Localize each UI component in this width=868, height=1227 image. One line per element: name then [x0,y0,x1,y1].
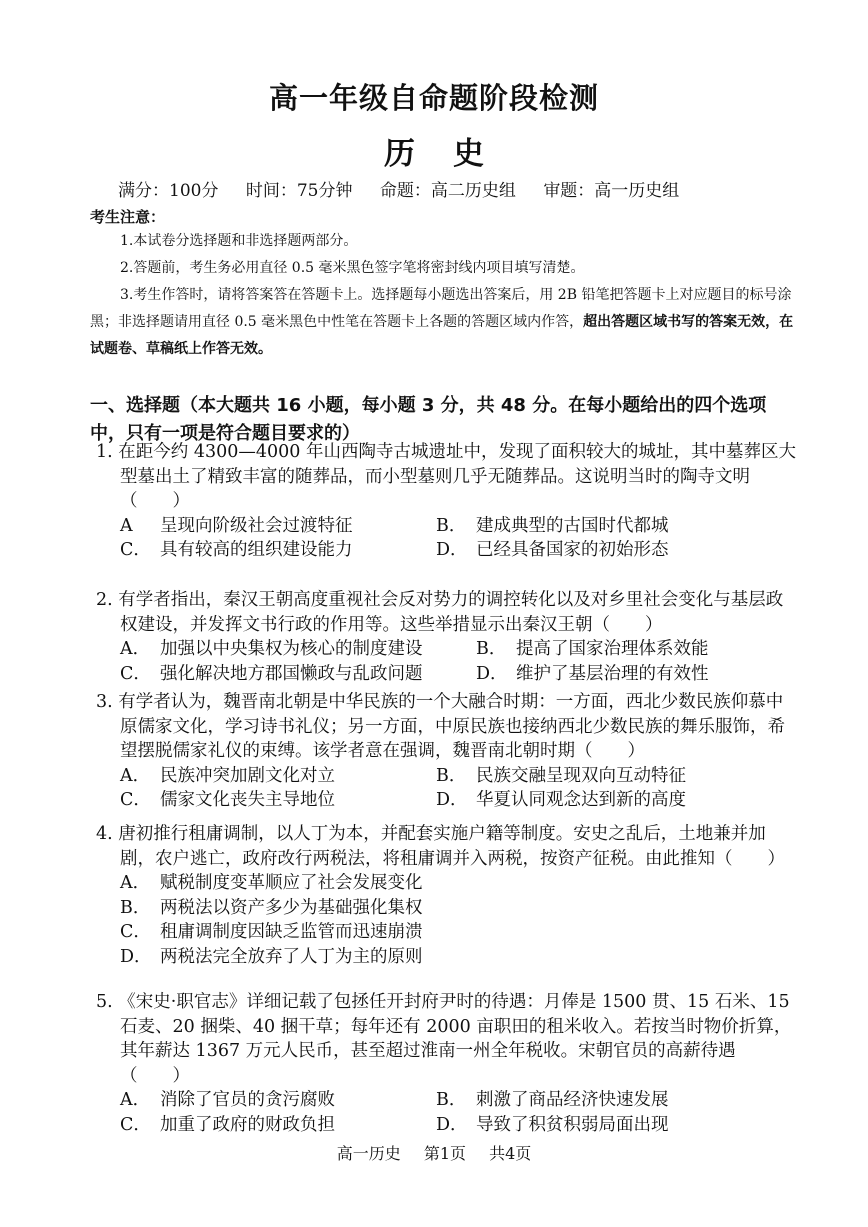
page-footer [0,1141,868,1164]
notice-item: 2.答题前，考生务必用直径 0.5 毫米黑色签字笔将密封线内项目填写清楚。 [120,260,585,276]
option-text: 刺激了商品经济快速发展 [476,1090,669,1110]
exam-title: 高一年级自命题阶段检测 [268,81,599,115]
option-letter: C． [120,663,151,684]
question-text: 有学者认为，魏晋南北朝是中华民族的一个大融合时期：一方面，西北少数民族仰慕中原儒家文化，学习诗书礼仪；另一方面，中原民族也接纳西北少数民族的舞乐服饰，希望摆脱儒家礼仪的束缚。该学者意在强调，魏晋南北朝时期（ ） [118,692,785,761]
meta-author: 命题：高二历史组 [379,181,516,201]
question-text: 有学者指出，秦汉王朝高度重视社会反对势力的调控转化以及对乡里社会变化与基层政权建设，并发挥文书行政的作用等。这些举措显示出秦汉王朝（ ） [118,590,784,635]
footer-total: 共4页 [489,1144,532,1163]
option-a[interactable] [120,637,476,662]
option-text: 加强以中央集权为核心的制度建设 [160,639,423,659]
option-letter: A [120,515,133,536]
question-4 [96,822,796,969]
question-number: 5. [96,992,113,1012]
option-b[interactable] [436,514,669,539]
option-list [96,637,796,686]
option-d[interactable] [476,662,709,687]
option-a[interactable] [120,871,423,896]
footer-page: 第1页 [423,1144,466,1163]
option-text: 赋税制度变革顺应了社会发展变化 [160,873,423,893]
option-letter: B． [436,515,467,536]
question-number: 1. [96,442,113,462]
option-letter: B． [436,1090,467,1110]
option-text: 维护了基层治理的有效性 [516,663,709,684]
option-text: 两税法以资产多少为基础强化集权 [160,897,423,918]
meta-reviewer: 审题：高一历史组 [543,181,680,201]
notice-item [90,282,800,363]
question-text: 唐初推行租庸调制，以人丁为本，并配套实施户籍等制度。安史之乱后，土地兼并加剧，农户逃亡，政府改行两税法，将租庸调并入两税，按资产征税。由此推知（ ） [118,824,785,869]
option-letter: C． [120,1114,151,1135]
question-number: 2. [96,590,113,610]
section-heading: 一、选择题（本大题共 16 小题，每小题 3 分，共 48 分。在每小题给出的四个选项中，只有一项是符合题目要求的） [90,395,767,444]
option-text: 加重了政府的财政负担 [160,1114,335,1135]
option-letter: D． [120,946,152,967]
option-d[interactable] [120,945,423,970]
option-text: 消除了官员的贪污腐败 [160,1090,335,1110]
question-text: 《宋史·职官志》详细记载了包拯任开封府尹时的待遇：月俸是 1500 贯、15 石米、15 石麦、20 捆柴、40 捆干草；每年还有 2000 亩职田的租米收入。若按当时物价折算，其年薪达 1367 万元人民币，甚至超过淮南一州全年税收。宋朝官员的高薪待遇（ ） [118,992,792,1086]
option-letter: D． [436,540,468,560]
option-list [96,764,796,813]
option-letter: A． [120,639,151,659]
option-text: 呈现向阶级社会过渡特征 [160,515,353,536]
question-number: 4. [96,824,113,844]
option-b[interactable] [436,1088,669,1113]
option-letter: C． [120,790,151,810]
question-text: 在距今约 4300—4000 年山西陶寺古城遗址中，发现了面积较大的城址，其中墓葬区大型墓出土了精致丰富的随葬品，而小型墓则几乎无随葬品。这说明当时的陶寺文明（ ） [118,442,796,511]
option-c[interactable] [120,920,423,945]
option-text: 提高了国家治理体系效能 [516,639,709,659]
option-letter: A． [120,1090,151,1110]
option-text: 两税法完全放弃了人丁为主的原则 [160,946,423,967]
option-letter: B． [436,765,467,786]
option-text: 具有较高的组织建设能力 [160,540,353,560]
question-stem [96,440,796,514]
option-letter: D． [476,663,508,684]
option-text: 建成典型的古国时代都城 [476,515,669,536]
question-1 [96,440,796,563]
footer-subject: 高一历史 [336,1144,401,1163]
question-stem [96,690,796,764]
option-letter: B． [476,639,507,659]
question-5 [96,990,796,1137]
option-a[interactable] [120,764,436,789]
exam-meta [118,176,838,201]
option-b[interactable] [476,637,709,662]
option-text: 民族冲突加剧文化对立 [160,765,335,786]
option-letter: D． [436,790,468,810]
meta-score: 满分：100分 [118,181,219,201]
option-b[interactable] [120,896,423,921]
option-list [96,1088,796,1137]
option-text: 儒家文化丧失主导地位 [160,790,335,810]
notice-item: 1.本试卷分选择题和非选择题两部分。 [120,233,358,249]
notice-list [90,228,800,363]
option-d[interactable] [436,788,686,813]
meta-time: 时间：75分钟 [245,181,353,201]
option-letter: C． [120,922,151,942]
option-c[interactable] [120,538,436,563]
option-letter: A． [120,873,151,893]
question-number: 3. [96,692,113,712]
option-text: 华夏认同观念达到新的高度 [476,790,686,810]
option-letter: B． [120,897,151,918]
option-a[interactable] [120,1088,436,1113]
option-text: 租庸调制度因缺乏监管而迅速崩溃 [160,922,423,942]
option-text: 已经具备国家的初始形态 [476,540,669,560]
subject-title: 历史 [384,136,522,172]
option-a[interactable] [120,514,436,539]
notice-warning: 超出答题区域书写的答案无效，在试题卷、草稿纸上作答无效。 [90,314,794,357]
question-2 [96,588,796,686]
option-c[interactable] [120,788,436,813]
option-letter: D． [436,1114,468,1135]
option-letter: A． [120,765,151,786]
option-text: 导致了积贫积弱局面出现 [476,1114,669,1135]
notice-item-text: 3.考生作答时，请将答案答在答题卡上。选择题每小题选出答案后，用 2B 铅笔把答题卡上对应题目的标号涂黑；非选择题请用直径 0.5 毫米黑色中性笔在答题卡上各题的答题区域内作答， [90,287,792,330]
option-d[interactable] [436,1113,669,1138]
question-stem [96,822,796,871]
option-list [96,514,796,563]
option-text: 民族交融呈现双向互动特征 [476,765,686,786]
option-text: 强化解决地方郡国懒政与乱政问题 [160,663,423,684]
option-d[interactable] [436,538,669,563]
option-c[interactable] [120,1113,436,1138]
option-list [96,871,796,969]
question-3 [96,690,796,813]
option-letter: C． [120,540,151,560]
question-stem [96,588,796,637]
question-stem [96,990,796,1088]
option-b[interactable] [436,764,686,789]
option-c[interactable] [120,662,476,687]
notice-heading: 考生注意： [90,208,166,226]
